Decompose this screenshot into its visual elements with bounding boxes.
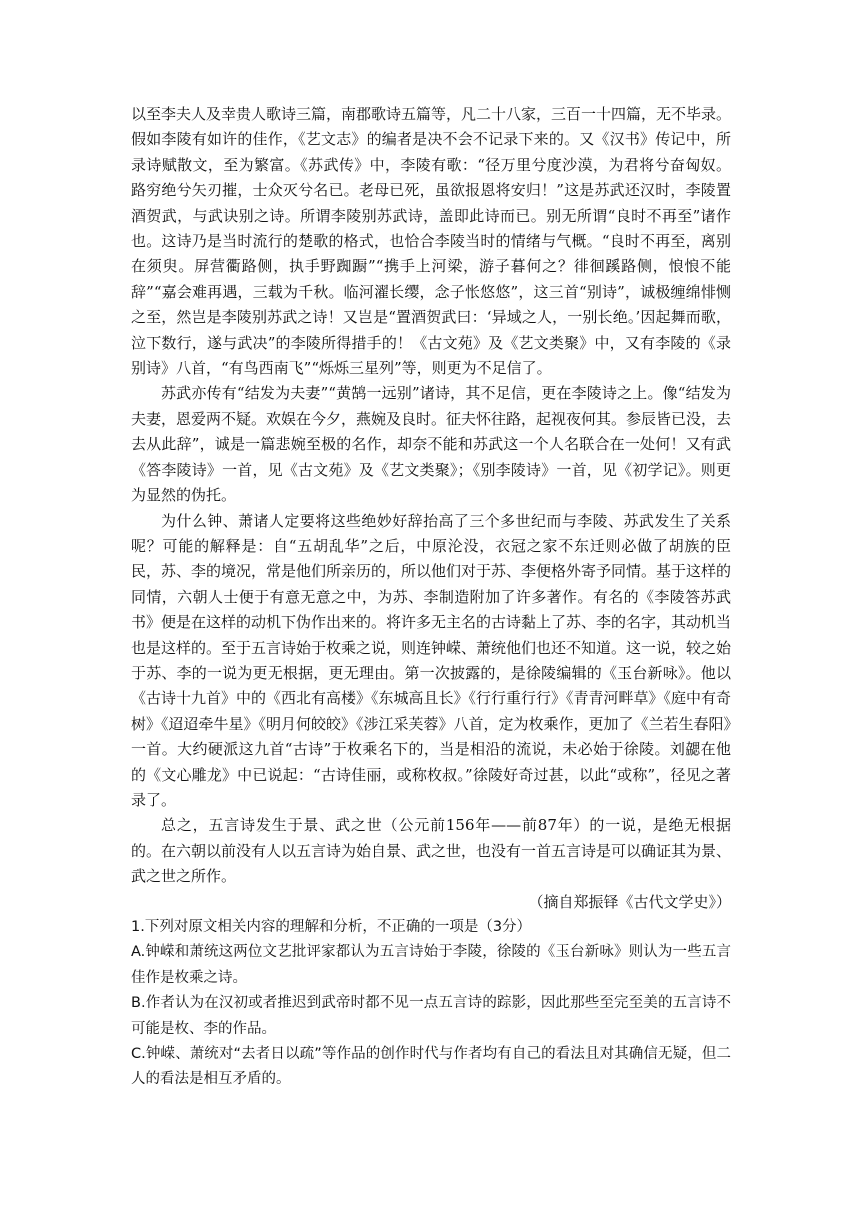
article-paragraph-4: 总之，五言诗发生于景、武之世（公元前156年——前87年）的一说，是绝无根据的。在六朝以前没有人以五言诗为始自景、武之世，也没有一首五言诗是可以确证其为景、武之世之所作。: [131, 816, 732, 886]
article-paragraph-1: 以至李夫人及幸贵人歌诗三篇，南郡歌诗五篇等，凡二十八家，三百一十四篇，无不毕录。假如李陵有如许的佳作，《艺文志》的编者是决不会不记录下来的。又《汉书》传记中，所录诗赋散文，至为繁富。《苏武传》中，李陵有歌：“径万里兮度沙漠，为君将兮奋匈奴。路穷绝兮矢刃摧，士众灭兮名已。老母已死，虽欲报恩将安归！”这是苏武还汉时，李陵置酒贺武，与武诀别之诗。所谓李陵别苏武诗，盖即此诗而已。别无所谓“良时不再至”诸作也。这诗乃是当时流行的楚歌的格式，也恰合李陵当时的情绪与气概。“良时不再至，离别在须臾。屏营衢路侧，执手野踟蹰”“携手上河梁，游子暮何之？徘徊蹊路侧，悢悢不能辞”“嘉会难再遇，三载为千秋。临河濯长缨，念子怅悠悠”，这三首“别诗”，诚极缠绵悱恻之至，然岂是李陵别苏武之诗！又岂是“置酒贺武曰：‘异域之人，一别长绝。’因起舞而歌，泣下数行，遂与武决”的李陵所得措手的！《古文苑》及《艺文类聚》中，又有李陵的《录别诗》八首，“有鸟西南飞”“烁烁三星列”等，则更为不足信了。: [131, 105, 732, 378]
article-paragraph-2: 苏武亦传有“结发为夫妻”“黄鹄一远别”诸诗，其不足信，更在李陵诗之上。像“结发为夫妻，恩爱两不疑。欢娱在今夕，燕婉及良时。征夫怀往路，起视夜何其。参辰皆已没，去去从此辞”，诚是一篇悲婉至极的名作，却奈不能和苏武这一个人名联合在一处何！又有武《答李陵诗》一首，见《古文苑》及《艺文类聚》；《别李陵诗》一首，见《初学记》。则更为显然的伪托。: [131, 384, 732, 505]
document-page: [131, 102, 731, 1093]
option-b: B.作者认为在汉初或者推迟到武帝时都不见一点五言诗的踪影，因此那些至完至美的五言诗不可能是枚、李的作品。: [131, 995, 731, 1037]
article-paragraph-3: 为什么钟、萧诸人定要将这些绝妙好辞抬高了三个多世纪而与李陵、苏武发生了关系呢？可能的解释是：自“五胡乱华”之后，中原沦没，衣冠之家不东迁则必做了胡族的臣民，苏、李的境况，常是他们所亲历的，所以他们对于苏、李便格外寄予同情。基于这样的同情，六朝人士便于有意无意之中，为苏、李制造附加了许多著作。有名的《李陵答苏武书》便是在这样的动机下伪作出来的。将许多无主名的古诗黏上了苏、李的名字，其动机当也是这样的。至于五言诗始于枚乘之说，则连钟嵘、萧统他们也还不知道。这一说，较之始于苏、李的一说为更无根据，更无理由。第一次披露的，是徐陵编辑的《玉台新咏》。他以《古诗十九首》中的《西北有高楼》《东城高且长》《行行重行行》《青青河畔草》《庭中有奇树》《迢迢牵牛星》《明月何皎皎》《涉江采芙蓉》八首，定为枚乘作，更加了《兰若生春阳》一首。大约硬派这九首“古诗”于枚乘名下的，当是相沿的流说，未必始于徐陵。刘勰在他的《文心雕龙》中已说起：“古诗佳丽，或称枚叔。”徐陵好奇过甚，以此“或称”，径见之著录了。: [131, 511, 732, 809]
article-source: （摘自郑振铎《古代文学史》）: [528, 892, 731, 911]
question-stem: 1.下列对原文相关内容的理解和分析，不正确的一项是（3分）: [131, 919, 532, 935]
option-c: C.钟嵘、萧统对“去者日以疏”等作品的创作时代与作者均有自己的看法且对其确信无疑，但二人的看法是相互矛盾的。: [131, 1046, 731, 1088]
option-a: A.钟嵘和萧统这两位文艺批评家都认为五言诗始于李陵，徐陵的《玉台新咏》则认为一些五言佳作是枚乘之诗。: [131, 944, 731, 986]
